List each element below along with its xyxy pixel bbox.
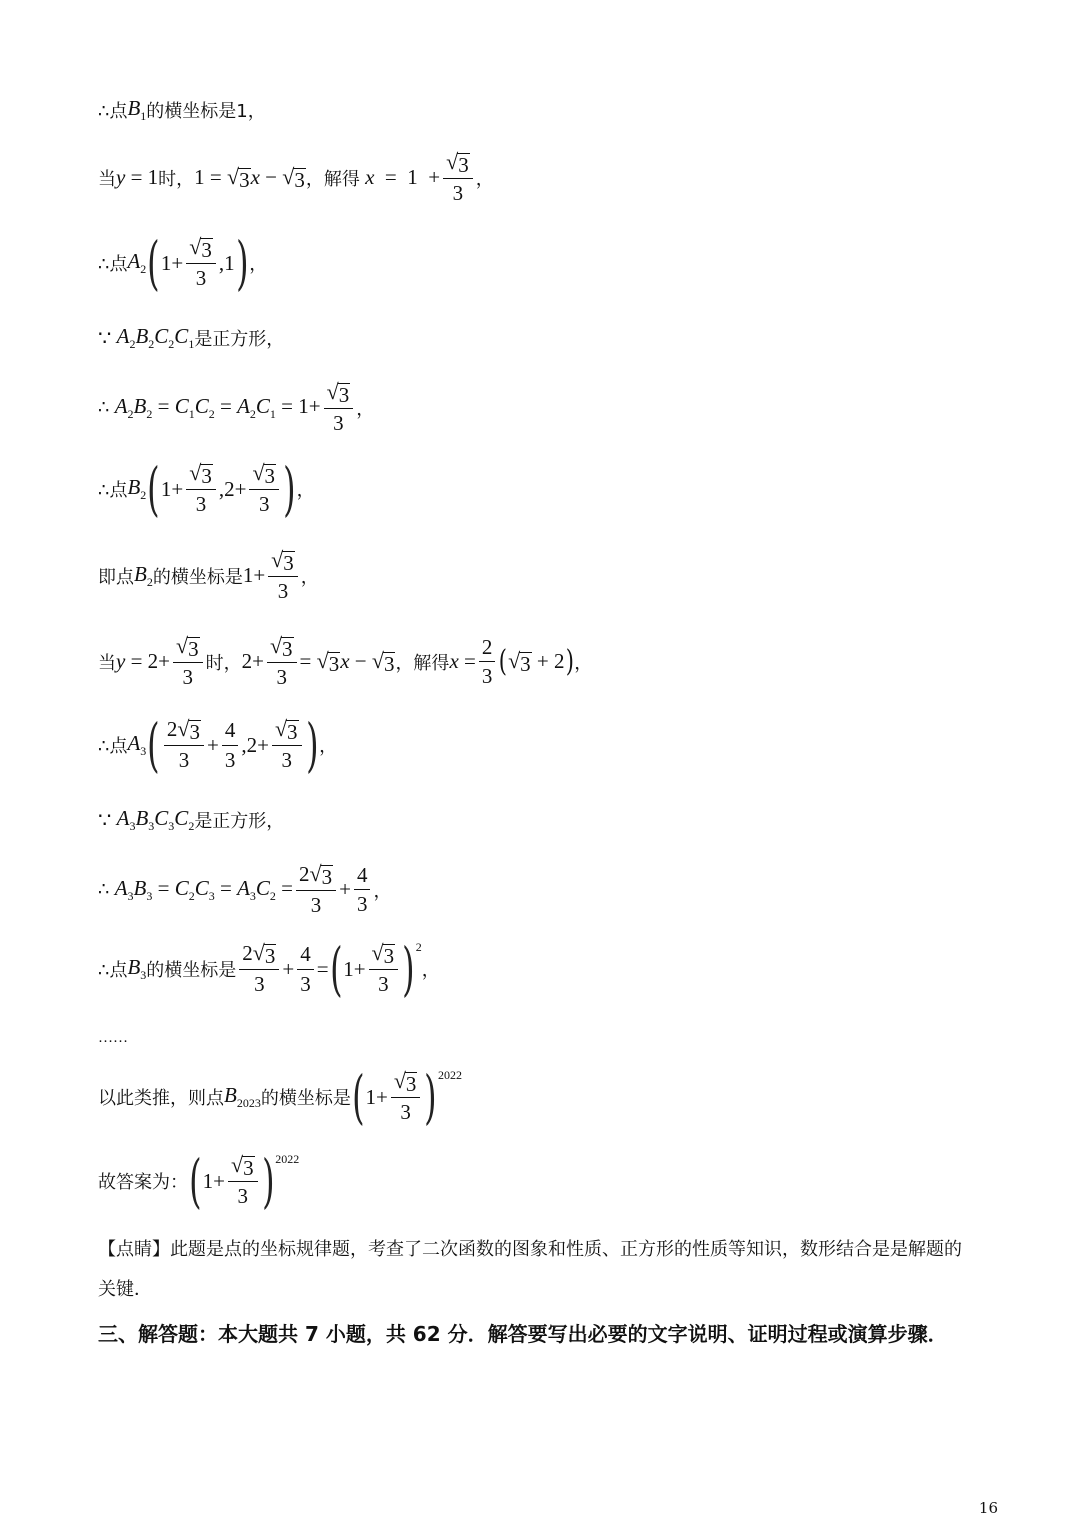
fraction: √ 3 3 xyxy=(369,941,399,996)
step-text: ∴点 xyxy=(98,736,128,757)
paren: ) xyxy=(235,229,249,297)
step-text: 即点 xyxy=(98,566,134,588)
paren: ( xyxy=(147,229,160,297)
step-text: 以此类推，则点 xyxy=(98,1088,224,1109)
math: $B_2$ xyxy=(134,561,153,589)
page-number: 16 xyxy=(978,1499,998,1517)
math: $A_3B_3C_3C_2$ xyxy=(116,806,195,833)
math: 2+ xyxy=(241,649,264,674)
comma: ， xyxy=(319,736,338,757)
because-symbol: ∵ xyxy=(98,807,117,832)
exponent: 2 xyxy=(415,940,422,954)
comma: ， xyxy=(300,566,319,588)
step-b2-x xyxy=(98,548,319,603)
paren: ( xyxy=(189,1147,202,1215)
math: x = xyxy=(449,649,476,674)
math: x = 1 + xyxy=(365,165,441,190)
math: + xyxy=(282,956,295,981)
fraction: √ 3 3 xyxy=(267,634,297,689)
math: + xyxy=(339,877,351,902)
comma: ， xyxy=(296,480,315,501)
step-text: ∴点 xyxy=(98,480,128,501)
fraction: √ 3 3 xyxy=(186,461,216,516)
math: $B_1$ xyxy=(127,96,147,123)
step-text: ∴ xyxy=(98,397,110,419)
math: 1+ xyxy=(343,956,366,981)
step-text: ∴点 xyxy=(98,960,128,981)
step-b1-x xyxy=(98,96,266,124)
fraction: $\frac{4}{3}$ xyxy=(297,942,314,995)
step-b2023-x xyxy=(98,1063,463,1131)
fraction: √ 3 3 xyxy=(272,717,302,772)
ellipsis xyxy=(98,1030,128,1047)
exponent: 2022 xyxy=(438,1068,463,1082)
step-point-a2 xyxy=(98,229,268,297)
fraction: 2 √ 3 3 xyxy=(239,941,279,996)
paren: ( xyxy=(329,935,343,1003)
math: 1+ xyxy=(160,476,184,501)
math: y = 1 xyxy=(116,165,159,190)
comment-body: 此题是点的坐标规律题，考查了二次函数的图象和性质、正方形的性质等知识，数形结合是是解题的关键． xyxy=(98,1239,962,1300)
because-symbol: ∵ xyxy=(98,325,117,350)
comment-label: 【点睛】 xyxy=(98,1239,170,1260)
math: ,2+ xyxy=(218,476,247,501)
step-text: ∴ xyxy=(98,879,110,901)
paren: ) xyxy=(283,455,296,523)
step-b3-x xyxy=(98,935,440,1003)
ellipsis-text: …… xyxy=(98,1030,128,1046)
step-text: 故答案为： xyxy=(98,1172,188,1193)
math: $A_3$ xyxy=(127,731,147,758)
math: $A_2$ xyxy=(127,249,147,276)
paren: ) xyxy=(261,1147,275,1215)
step-text: 时， xyxy=(158,168,195,190)
step-text: 当 xyxy=(98,168,116,190)
step-point-b2 xyxy=(98,455,315,523)
paren: ) xyxy=(565,643,574,679)
paren: ) xyxy=(424,1063,437,1131)
math: 1+ xyxy=(365,1084,388,1109)
step-text: ，解得 xyxy=(395,652,450,674)
step-side-3 xyxy=(98,862,391,917)
step-text: ∴点 xyxy=(98,254,128,275)
comma: ， xyxy=(356,398,375,420)
math: √ 3 + 2 xyxy=(508,647,565,676)
step-text: 时， xyxy=(205,652,242,674)
paren: ( xyxy=(147,455,160,523)
math: + xyxy=(207,732,219,757)
fraction: √ 3 3 xyxy=(443,150,473,205)
fraction: 2 √ 3 3 xyxy=(296,862,336,917)
fraction: √ 3 3 xyxy=(228,1153,258,1208)
math: 1+ xyxy=(242,563,266,588)
section-heading: 三、解答题：本大题共 7 小题，共 62 分．解答要写出必要的文字说明、证明过程或演算步骤． xyxy=(98,1322,948,1346)
comma: ， xyxy=(421,960,440,981)
step-text: ，解得 xyxy=(305,168,360,190)
step-text: 的横坐标是 xyxy=(152,566,243,588)
step-text: 的横坐标是 xyxy=(260,1088,351,1109)
paren: ( xyxy=(147,711,160,779)
math: 1 = √ 3 x − √ 3 xyxy=(194,163,305,192)
math: $B_{2023}$ xyxy=(224,1083,261,1110)
final-answer xyxy=(98,1147,300,1215)
comma: ， xyxy=(475,168,494,190)
step-text: 是正方形， xyxy=(194,811,285,832)
step-text: ∴点 xyxy=(98,101,128,122)
step-text: 当 xyxy=(98,652,116,674)
math: 1+ xyxy=(160,250,184,275)
fraction: 2 √ 3 3 xyxy=(164,717,204,772)
comment-paragraph xyxy=(98,1230,978,1310)
math: $A_3B_3 = C_2C_3 = A_3C_2$ = xyxy=(114,875,294,903)
math: ,1 xyxy=(218,250,235,275)
exponent: 2022 xyxy=(275,1152,300,1166)
fraction: $\frac{4}{3}$ xyxy=(354,863,371,916)
step-solve-y1 xyxy=(98,150,494,205)
fraction: √ 3 3 xyxy=(249,461,279,516)
step-text: 的横坐标是 xyxy=(146,960,237,981)
step-solve-y2 xyxy=(98,634,592,689)
step-point-a3 xyxy=(98,711,338,779)
paren: ) xyxy=(305,711,319,779)
math: $A_2B_2 = C_1C_2 = A_2C_1 = 1+$ xyxy=(114,393,321,421)
fraction: √ 3 3 xyxy=(268,548,298,603)
math: $B_2$ xyxy=(127,475,147,502)
math: 1+ xyxy=(202,1168,225,1193)
fraction: √ 3 3 xyxy=(324,380,354,435)
math: y = 2+ xyxy=(116,649,171,674)
paren: ) xyxy=(402,935,415,1003)
math: = √ 3 x − √ 3 xyxy=(299,647,395,676)
fraction: $\frac{4}{3}$ xyxy=(222,718,239,771)
math: = xyxy=(316,956,329,981)
paren: ( xyxy=(351,1063,365,1131)
math: $B_3$ xyxy=(127,955,147,982)
paren: ( xyxy=(499,643,508,679)
fraction: √ 3 3 xyxy=(173,634,203,689)
fraction: √ 3 3 xyxy=(391,1069,421,1124)
fraction: √ 3 3 xyxy=(186,235,216,290)
comma: ， xyxy=(574,652,593,674)
step-text: 是正方形， xyxy=(194,329,285,350)
step-square-2 xyxy=(98,324,284,352)
math: $A_2B_2C_2C_1$ xyxy=(116,324,195,351)
math: ,2+ xyxy=(241,732,269,757)
step-side-2 xyxy=(98,380,374,435)
step-square-3 xyxy=(98,806,284,834)
fraction: $\frac{2}{3}$ xyxy=(479,635,496,688)
comma: ， xyxy=(249,254,268,275)
step-text: 的横坐标是1， xyxy=(146,101,266,122)
comma: ， xyxy=(373,880,392,902)
